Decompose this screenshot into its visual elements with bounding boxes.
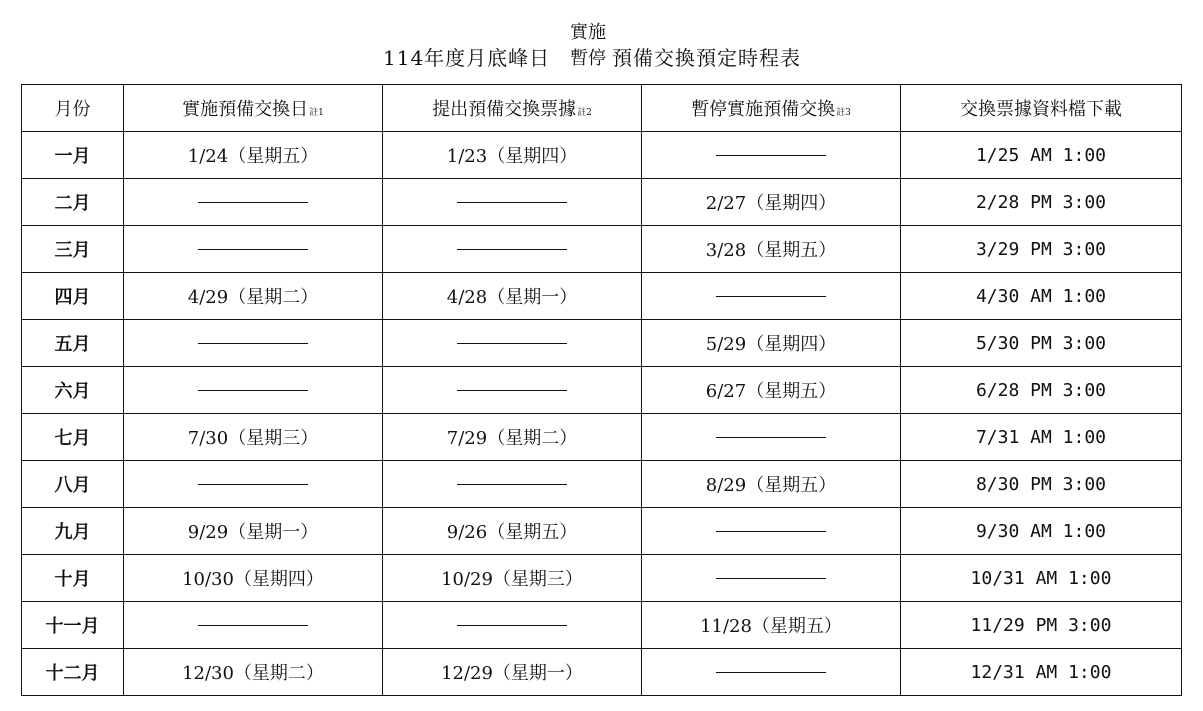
submit-date-cell: 10/29（星期三） (383, 555, 642, 602)
download-time-cell: 4/30 AM 1:00 (901, 273, 1182, 320)
empty-dash (198, 625, 308, 626)
download-time-cell: 9/30 AM 1:00 (901, 508, 1182, 555)
table-row (22, 273, 1182, 320)
submit-date-cell: 4/28（星期一） (383, 273, 642, 320)
empty-dash (457, 390, 567, 391)
column-header-month (22, 85, 124, 132)
suspend-date-cell (642, 132, 901, 179)
implement-date-cell: 10/30（星期四） (124, 555, 383, 602)
month-cell: 七月 (22, 414, 124, 461)
table-header-row (22, 85, 1182, 132)
month-cell: 八月 (22, 461, 124, 508)
table-row (22, 649, 1182, 696)
table-row (22, 367, 1182, 414)
empty-dash (457, 343, 567, 344)
submit-date-cell: 9/26（星期五） (383, 508, 642, 555)
footnote-marker: 註3 (836, 108, 851, 118)
column-header-implement-date (124, 85, 383, 132)
column-header-label: 提出預備交換票據 (432, 99, 577, 120)
suspend-date-cell: 2/27（星期四） (642, 179, 901, 226)
table-row (22, 508, 1182, 555)
submit-date-cell (383, 179, 642, 226)
implement-date-cell: 12/30（星期二） (124, 649, 383, 696)
implement-date-cell (124, 179, 383, 226)
month-cell: 四月 (22, 273, 124, 320)
suspend-date-cell (642, 649, 901, 696)
suspend-date-cell: 6/27（星期五） (642, 367, 901, 414)
month-cell: 五月 (22, 320, 124, 367)
submit-date-cell: 7/29（星期二） (383, 414, 642, 461)
suspend-date-cell: 8/29（星期五） (642, 461, 901, 508)
schedule-table (21, 84, 1182, 696)
table-row (22, 602, 1182, 649)
footnote-marker: 註1 (309, 108, 324, 118)
implement-date-cell (124, 461, 383, 508)
month-cell: 一月 (22, 132, 124, 179)
schedule-table-body (22, 132, 1182, 696)
empty-dash (198, 343, 308, 344)
download-time-cell: 5/30 PM 3:00 (901, 320, 1182, 367)
title-stacked-options (565, 20, 611, 72)
implement-date-cell (124, 320, 383, 367)
column-header-download (901, 85, 1182, 132)
submit-date-cell (383, 461, 642, 508)
empty-dash (716, 155, 826, 156)
download-time-cell: 7/31 AM 1:00 (901, 414, 1182, 461)
month-cell: 六月 (22, 367, 124, 414)
table-row (22, 414, 1182, 461)
empty-dash (198, 249, 308, 250)
month-cell: 十月 (22, 555, 124, 602)
month-cell: 十二月 (22, 649, 124, 696)
column-header-submit-date (383, 85, 642, 132)
column-header-label: 交換票據資料檔下載 (960, 99, 1122, 120)
column-header-label: 月份 (54, 99, 91, 120)
empty-dash (457, 484, 567, 485)
suspend-date-cell: 3/28（星期五） (642, 226, 901, 273)
document-title (0, 0, 1203, 80)
submit-date-cell: 12/29（星期一） (383, 649, 642, 696)
download-time-cell: 8/30 PM 3:00 (901, 461, 1182, 508)
submit-date-cell (383, 602, 642, 649)
implement-date-cell (124, 602, 383, 649)
month-cell: 十一月 (22, 602, 124, 649)
implement-date-cell: 7/30（星期三） (124, 414, 383, 461)
suspend-date-cell: 11/28（星期五） (642, 602, 901, 649)
suspend-date-cell (642, 508, 901, 555)
implement-date-cell (124, 367, 383, 414)
submit-date-cell (383, 367, 642, 414)
empty-dash (457, 625, 567, 626)
empty-dash (198, 484, 308, 485)
empty-dash (716, 437, 826, 438)
table-row (22, 179, 1182, 226)
suspend-date-cell: 5/29（星期四） (642, 320, 901, 367)
title-option-implement: 實施 (570, 22, 606, 43)
download-time-cell: 11/29 PM 3:00 (901, 602, 1182, 649)
title-prefix: 114年度月底峰日 (383, 46, 551, 70)
table-row (22, 226, 1182, 273)
table-row (22, 320, 1182, 367)
empty-dash (198, 202, 308, 203)
title-option-suspend: 暫停 (570, 48, 606, 69)
implement-date-cell (124, 226, 383, 273)
empty-dash (716, 578, 826, 579)
implement-date-cell: 1/24（星期五） (124, 132, 383, 179)
footnote-marker: 註2 (577, 108, 592, 118)
suspend-date-cell (642, 273, 901, 320)
table-row (22, 461, 1182, 508)
suspend-date-cell (642, 555, 901, 602)
month-cell: 二月 (22, 179, 124, 226)
implement-date-cell: 9/29（星期一） (124, 508, 383, 555)
title-suffix: 預備交換預定時程表 (612, 46, 801, 70)
implement-date-cell: 4/29（星期二） (124, 273, 383, 320)
download-time-cell: 3/29 PM 3:00 (901, 226, 1182, 273)
submit-date-cell (383, 226, 642, 273)
suspend-date-cell (642, 414, 901, 461)
submit-date-cell (383, 320, 642, 367)
column-header-suspend-date (642, 85, 901, 132)
download-time-cell: 6/28 PM 3:00 (901, 367, 1182, 414)
empty-dash (457, 249, 567, 250)
column-header-label: 暫停實施預備交換 (691, 99, 836, 120)
table-row (22, 555, 1182, 602)
download-time-cell: 2/28 PM 3:00 (901, 179, 1182, 226)
download-time-cell: 10/31 AM 1:00 (901, 555, 1182, 602)
submit-date-cell: 1/23（星期四） (383, 132, 642, 179)
column-header-label: 實施預備交換日 (182, 99, 309, 120)
empty-dash (716, 531, 826, 532)
empty-dash (457, 202, 567, 203)
month-cell: 三月 (22, 226, 124, 273)
download-time-cell: 12/31 AM 1:00 (901, 649, 1182, 696)
empty-dash (716, 296, 826, 297)
download-time-cell: 1/25 AM 1:00 (901, 132, 1182, 179)
month-cell: 九月 (22, 508, 124, 555)
empty-dash (716, 672, 826, 673)
empty-dash (198, 390, 308, 391)
table-row (22, 132, 1182, 179)
